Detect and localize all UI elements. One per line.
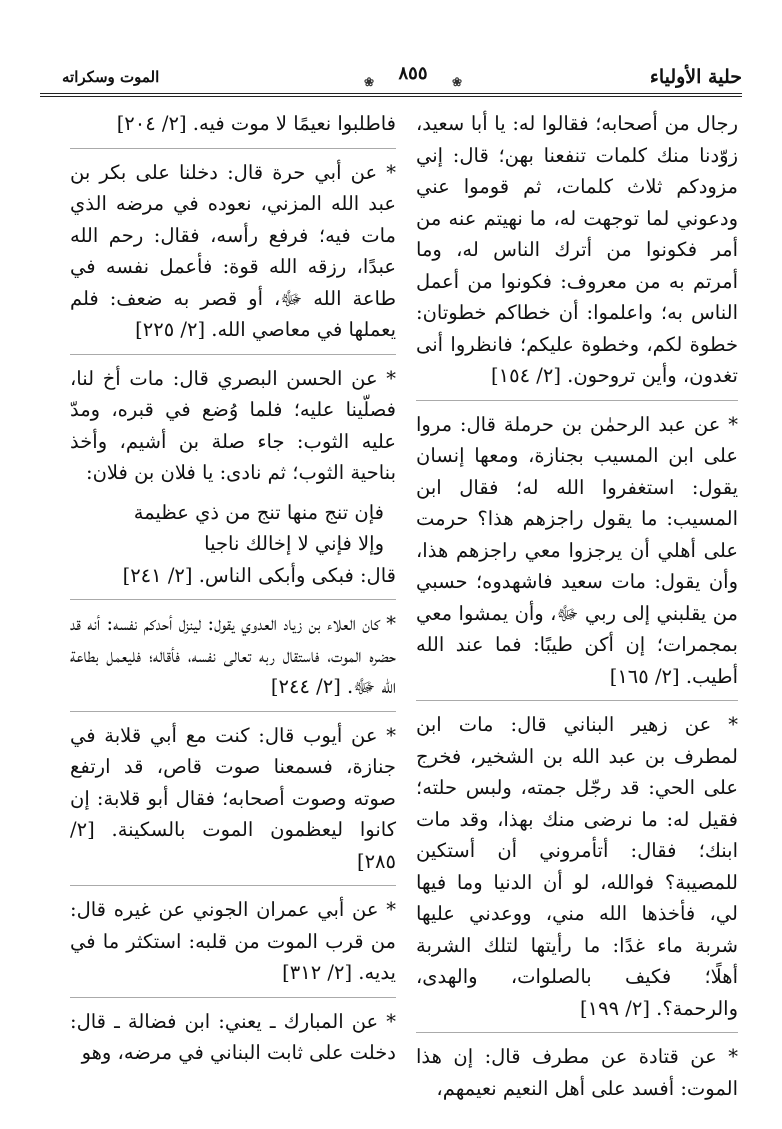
paragraph: قال: فبكى وأبكى الناس. [٢/ ٢٤١]: [122, 563, 396, 587]
poem-verse: [70, 497, 396, 560]
paragraph-separator: [416, 1032, 738, 1033]
paragraph: فاطلبوا نعيمًا لا موت فيه. [٢/ ٢٠٤]: [116, 112, 396, 135]
verse-line: وإلا فإني لا إخالك ناجيا: [204, 532, 384, 555]
page-number: ٨٥٥: [398, 63, 428, 84]
paragraph-separator: [70, 711, 396, 712]
paragraph-separator: [70, 354, 396, 355]
paragraph: * عن أبي حرة قال: دخلنا على بكر بن عبد الله المزني، نعوده في مرضه الذي مات فيه؛ فرفع رأسه، فقال: رحم الله عبدًا، رزقه الله قوة: فأعمل نفسه في طاعة الله ﷻ، أو قصر به ضعف: فلم يعملها في معاصي الله. [٢/ ٢٢٥]: [70, 160, 396, 341]
paragraph-separator: [70, 148, 396, 149]
paragraph: * عن المبارك ـ يعني: ابن فضالة ـ قال: دخلت على ثابت البناني في مرضه، وهو: [70, 1009, 396, 1064]
right-column: [416, 108, 738, 1112]
left-column: [70, 108, 396, 1077]
paragraph: * عن الحسن البصري قال: مات أخ لنا، فصلّينا عليه؛ فلما وُضع في قبره، ومدّ عليه الثوب: جاء صلة بن أشيم، وأخذ بناحية الثوب؛ ثم نادى: يا فلان بن فلان:: [70, 366, 396, 484]
section-title: الموت وسكراته: [62, 68, 160, 86]
paragraph-separator: [70, 599, 396, 600]
paragraph-separator: [416, 400, 738, 401]
page-header: [40, 56, 742, 96]
paragraph: * عن أيوب قال: كنت مع أبي قلابة في جنازة، فسمعنا صوت قاص، قد ارتفع صوته وصوت أصحابه؛ فقال أبو قلابة: إن كانوا ليعظمون الموت بالسكينة. [٢/ ٢٨٥]: [70, 723, 396, 873]
paragraph-separator: [416, 700, 738, 701]
verse-line: فإن تنج منها تنج من ذي عظيمة: [133, 500, 384, 524]
paragraph: * عن زهير البناني قال: مات ابن لمطرف بن عبد الله بن الشخير، فخرج على الحي: قد رجّل جمته، ولبس حلته؛ فقيل له: ما نرضى منك بهذا، وقد مات ابنك؛ فقال: أتأمروني أن أستكين للمصيبة؟ فوالله، لو أن الدنيا وما فيها لي، فأخذها الله مني، ووعدني عليها شربة ماء غدًا: ما رأيتها لتلك الشربة أهلًا؛ فكيف بالصلوات، والهدى، والرحمة؟. [٢/ ١٩٩]: [416, 713, 738, 1020]
paragraph-separator: [70, 885, 396, 886]
book-title: حلية الأولياء: [649, 66, 742, 88]
paragraph: رجال من أصحابه؛ فقالوا له: يا أبا سعيد، زوّدنا منك كلمات تنفعنا بهن؛ قال: إني مزودكم ثلاث كلمات، ثم قوموا عني ودعوني لما توجهت له، ما نهيتم عنه من أمر فكونوا من أترك الناس له، وما أمرتم به من معروف: فكونوا من أعمل الناس به؛ واعلموا: أن خطاكم خطوتان: خطوة لكم، وخطوة عليكم؛ فانظروا أنى تغدون، وأين تروحون. [٢/ ١٥٤]: [416, 112, 738, 387]
paragraph-separator: [70, 997, 396, 998]
paragraph: * عن عبد الرحمٰن بن حرملة قال: مروا على ابن المسيب بجنازة، ومعها إنسان يقول: استغفروا الله له؛ فقال ابن المسيب: ما يقول راجزهم هذا؟ حرمت على أهلي أن يرجزوا معي راجزهم هذا، وأن يقول: مات سعيد فاشهدوه؛ حسبي من يقلبني إلى ربي ﷻ، وأن يمشوا معي بمجمرات؛ إن أكن طيبًا: فما عند الله أطيب. [٢/ ١٦٥]: [416, 412, 738, 688]
ornament-icon: ❀: [451, 75, 462, 89]
ornament-icon: ❀: [364, 75, 375, 89]
header-rule-thin: [40, 96, 742, 97]
paragraph: * كان العلاء بن زياد العدوي يقول: لينزل أحدكم نفسه: أنه قد حضره الموت، فاستقال ربه تعالى نفسه، فأقاله؛ فليعمل بطاعة الله ﷻ. [٢/ ٢٤٤]: [70, 612, 396, 698]
page-number-box: [358, 60, 468, 88]
paragraph: * عن قتادة عن مطرف قال: إن هذا الموت: أفسد على أهل النعيم نعيمهم،: [416, 1045, 738, 1100]
paragraph: * عن أبي عمران الجوني عن غيره قال: من قرب الموت من قلبه: استكثر ما في يديه. [٢/ ٣١٢]: [70, 898, 396, 984]
header-rule: [40, 93, 742, 94]
